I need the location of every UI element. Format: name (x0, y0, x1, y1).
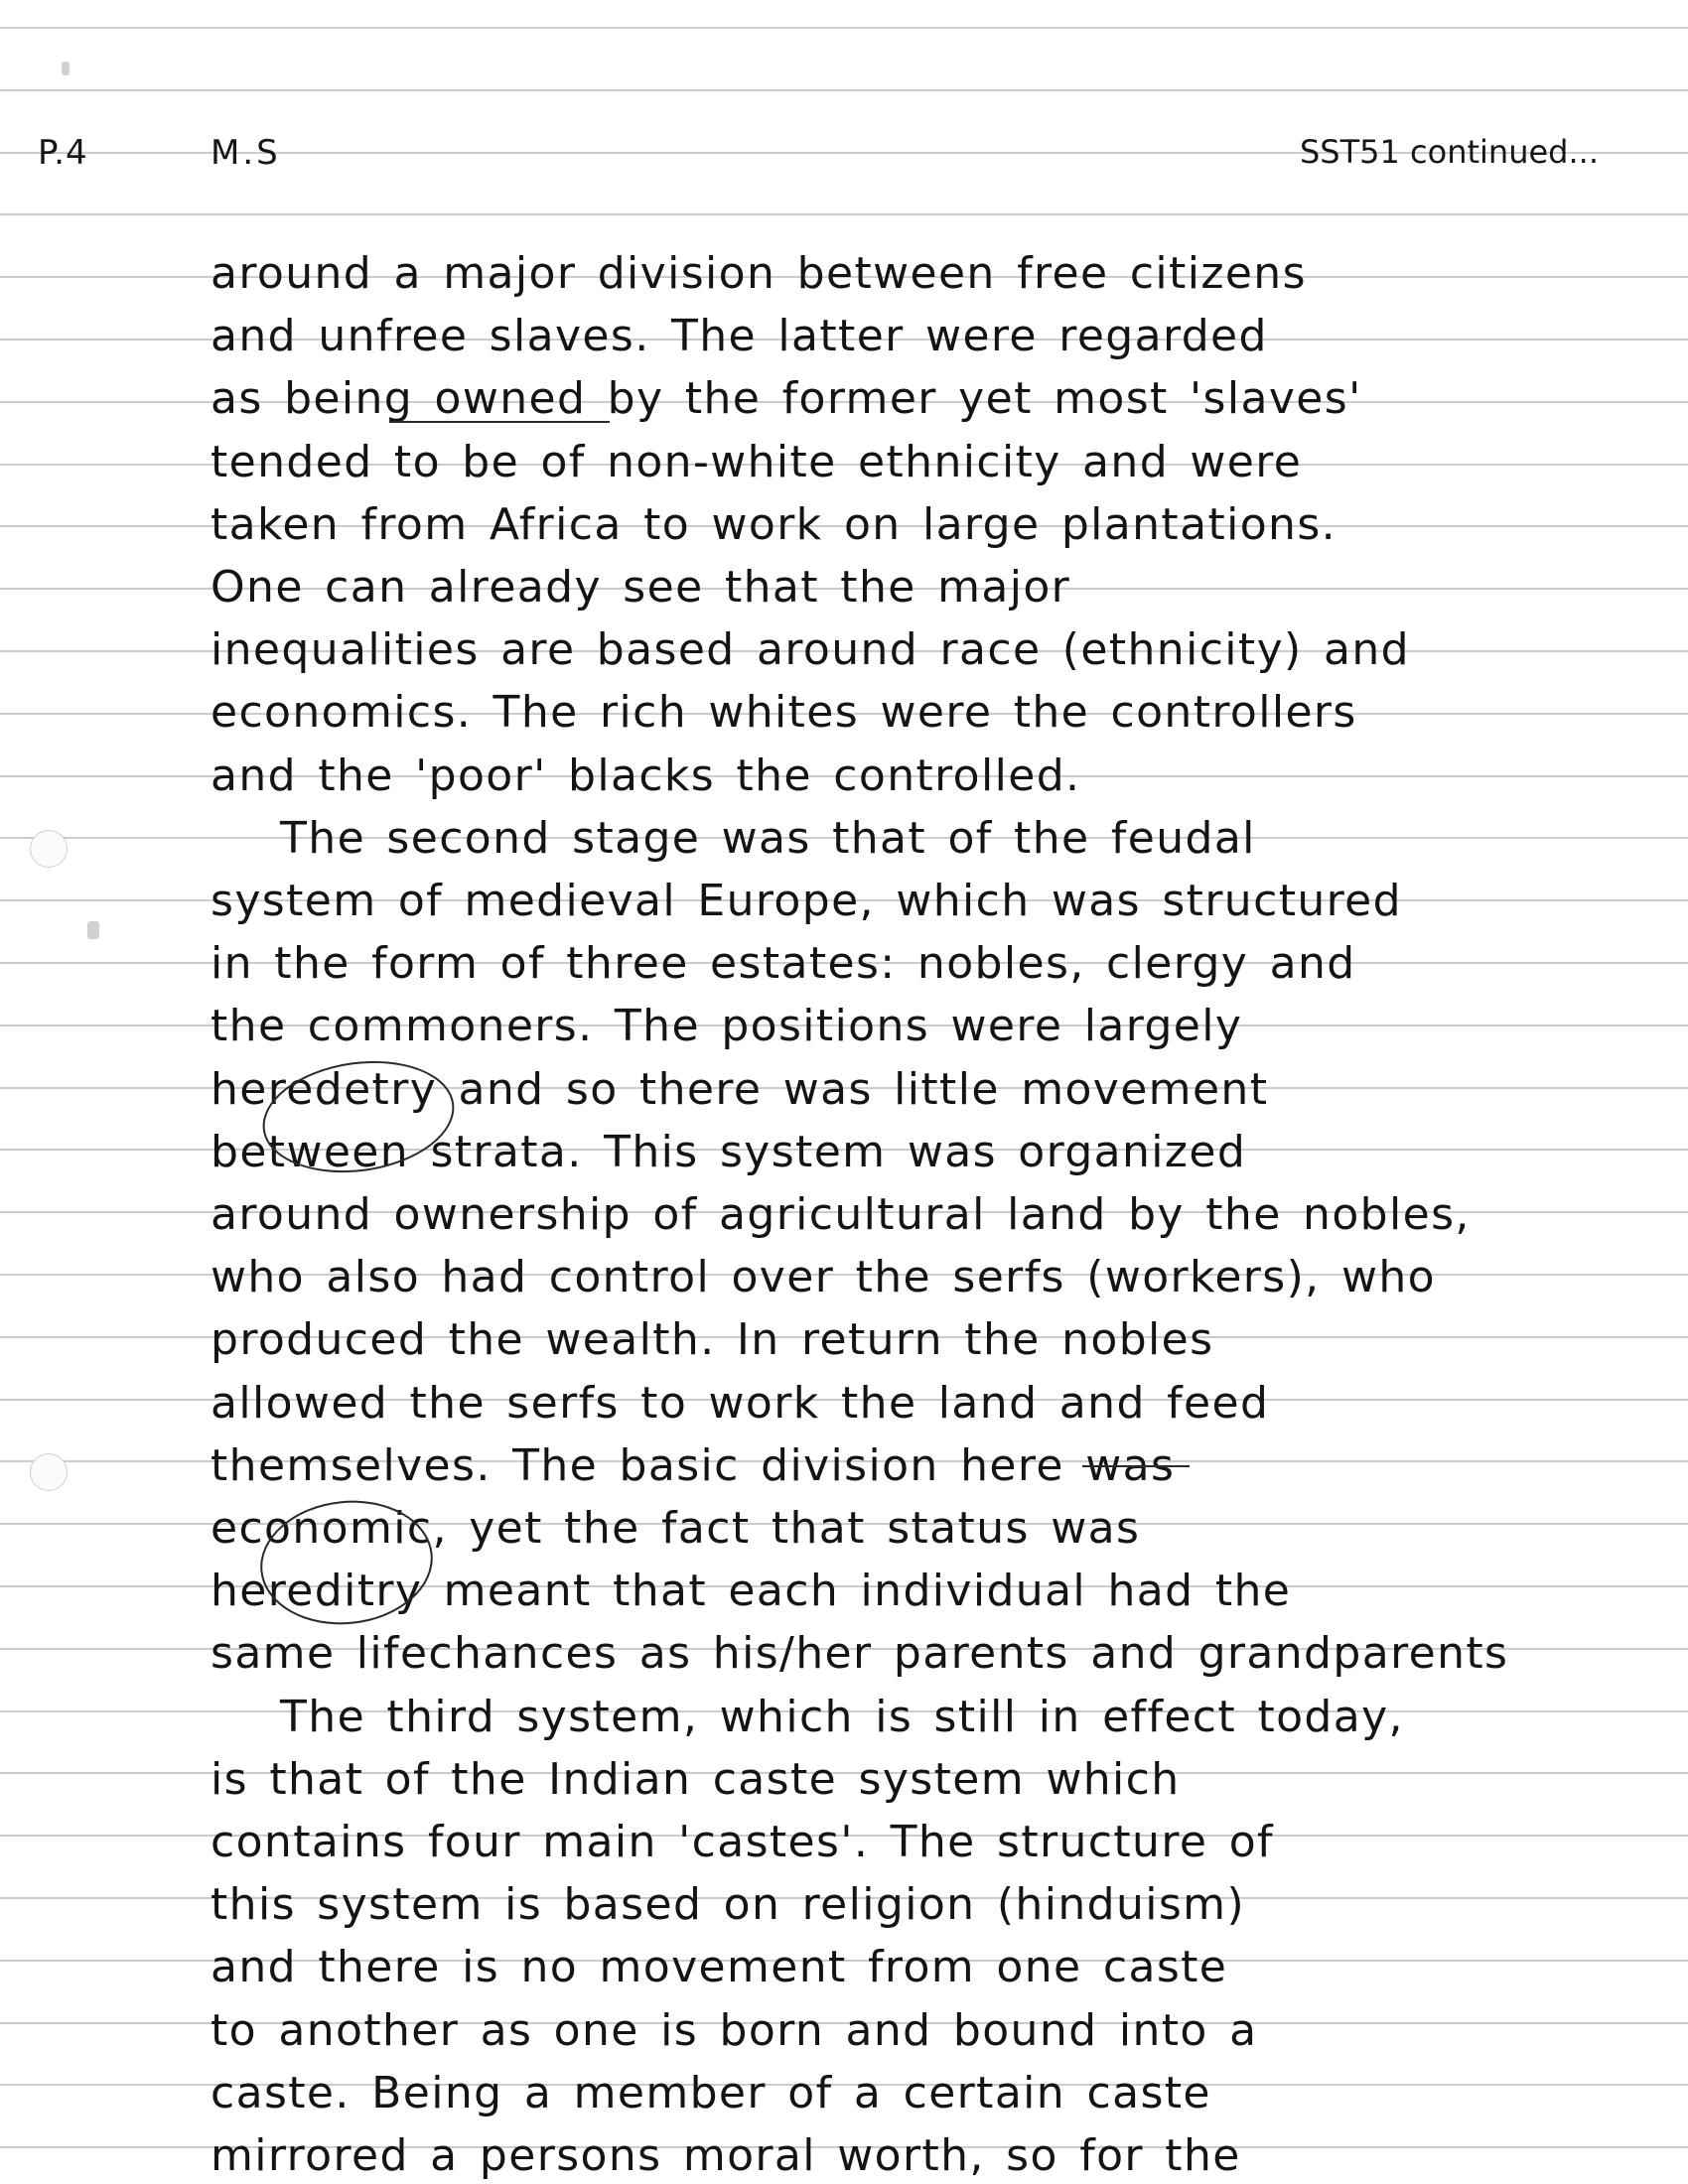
essay-line: inequalities are based around race (ethnicity) and (211, 624, 1410, 675)
essay-line: economic, yet the fact that status was (211, 1503, 1141, 1554)
essay-line: contains four main 'castes'. The structure of (211, 1817, 1274, 1867)
essay-line: around ownership of agricultural land by the nobles, (211, 1189, 1471, 1240)
essay-line: hereditry meant that each individual had the (211, 1566, 1292, 1616)
essay-line: system of medieval Europe, which was structured (211, 876, 1402, 926)
essay-line: One can already see that the major (211, 562, 1071, 613)
margin-smudge (62, 62, 70, 75)
essay-line: the commoners. The positions were largely (211, 1001, 1243, 1051)
essay-line: caste. Being a member of a certain caste (211, 2068, 1211, 2118)
essay-line: and there is no movement from one caste (211, 1942, 1228, 1992)
essay-line: this system is based on religion (hinduism) (211, 1879, 1246, 1930)
essay-line: in the form of three estates: nobles, clergy and (211, 938, 1356, 989)
margin-smudge (87, 921, 99, 939)
page-number-label: P.4 (38, 133, 88, 173)
essay-line: produced the wealth. In return the nobles (211, 1314, 1214, 1365)
essay-line: heredetry and so there was little movement (211, 1064, 1269, 1115)
punch-hole-lower (30, 1453, 68, 1491)
essay-line: who also had control over the serfs (workers), who (211, 1252, 1436, 1302)
essay-body (211, 0, 1620, 2184)
essay-line: The third system, which is still in effect today, (280, 1692, 1404, 1742)
punch-hole-upper (30, 830, 68, 868)
essay-line: around a major division between free citizens (211, 248, 1307, 299)
essay-line: and the 'poor' blacks the controlled. (211, 751, 1081, 801)
continuation-note: SST51 continued... (1299, 133, 1599, 171)
essay-line: tended to be of non-white ethnicity and were (211, 437, 1303, 487)
essay-line: mirrored a persons moral worth, so for the (211, 2130, 1241, 2181)
essay-line: taken from Africa to work on large plantations. (211, 499, 1337, 550)
essay-line: The second stage was that of the feudal (280, 813, 1256, 864)
essay-line: is that of the Indian caste system which (211, 1754, 1181, 1805)
author-initials: M.S (211, 133, 281, 173)
essay-line: themselves. The basic division here was (211, 1440, 1176, 1491)
essay-line: to another as one is born and bound into a (211, 2005, 1258, 2056)
essay-line: same lifechances as his/her parents and grandparents (211, 1628, 1509, 1679)
essay-line: between strata. This system was organized (211, 1127, 1247, 1177)
essay-line: and unfree slaves. The latter were regarded (211, 311, 1268, 361)
essay-line: as being owned by the former yet most 'slaves' (211, 373, 1362, 424)
essay-line: allowed the serfs to work the land and feed (211, 1378, 1270, 1429)
essay-line: economics. The rich whites were the controllers (211, 687, 1357, 738)
